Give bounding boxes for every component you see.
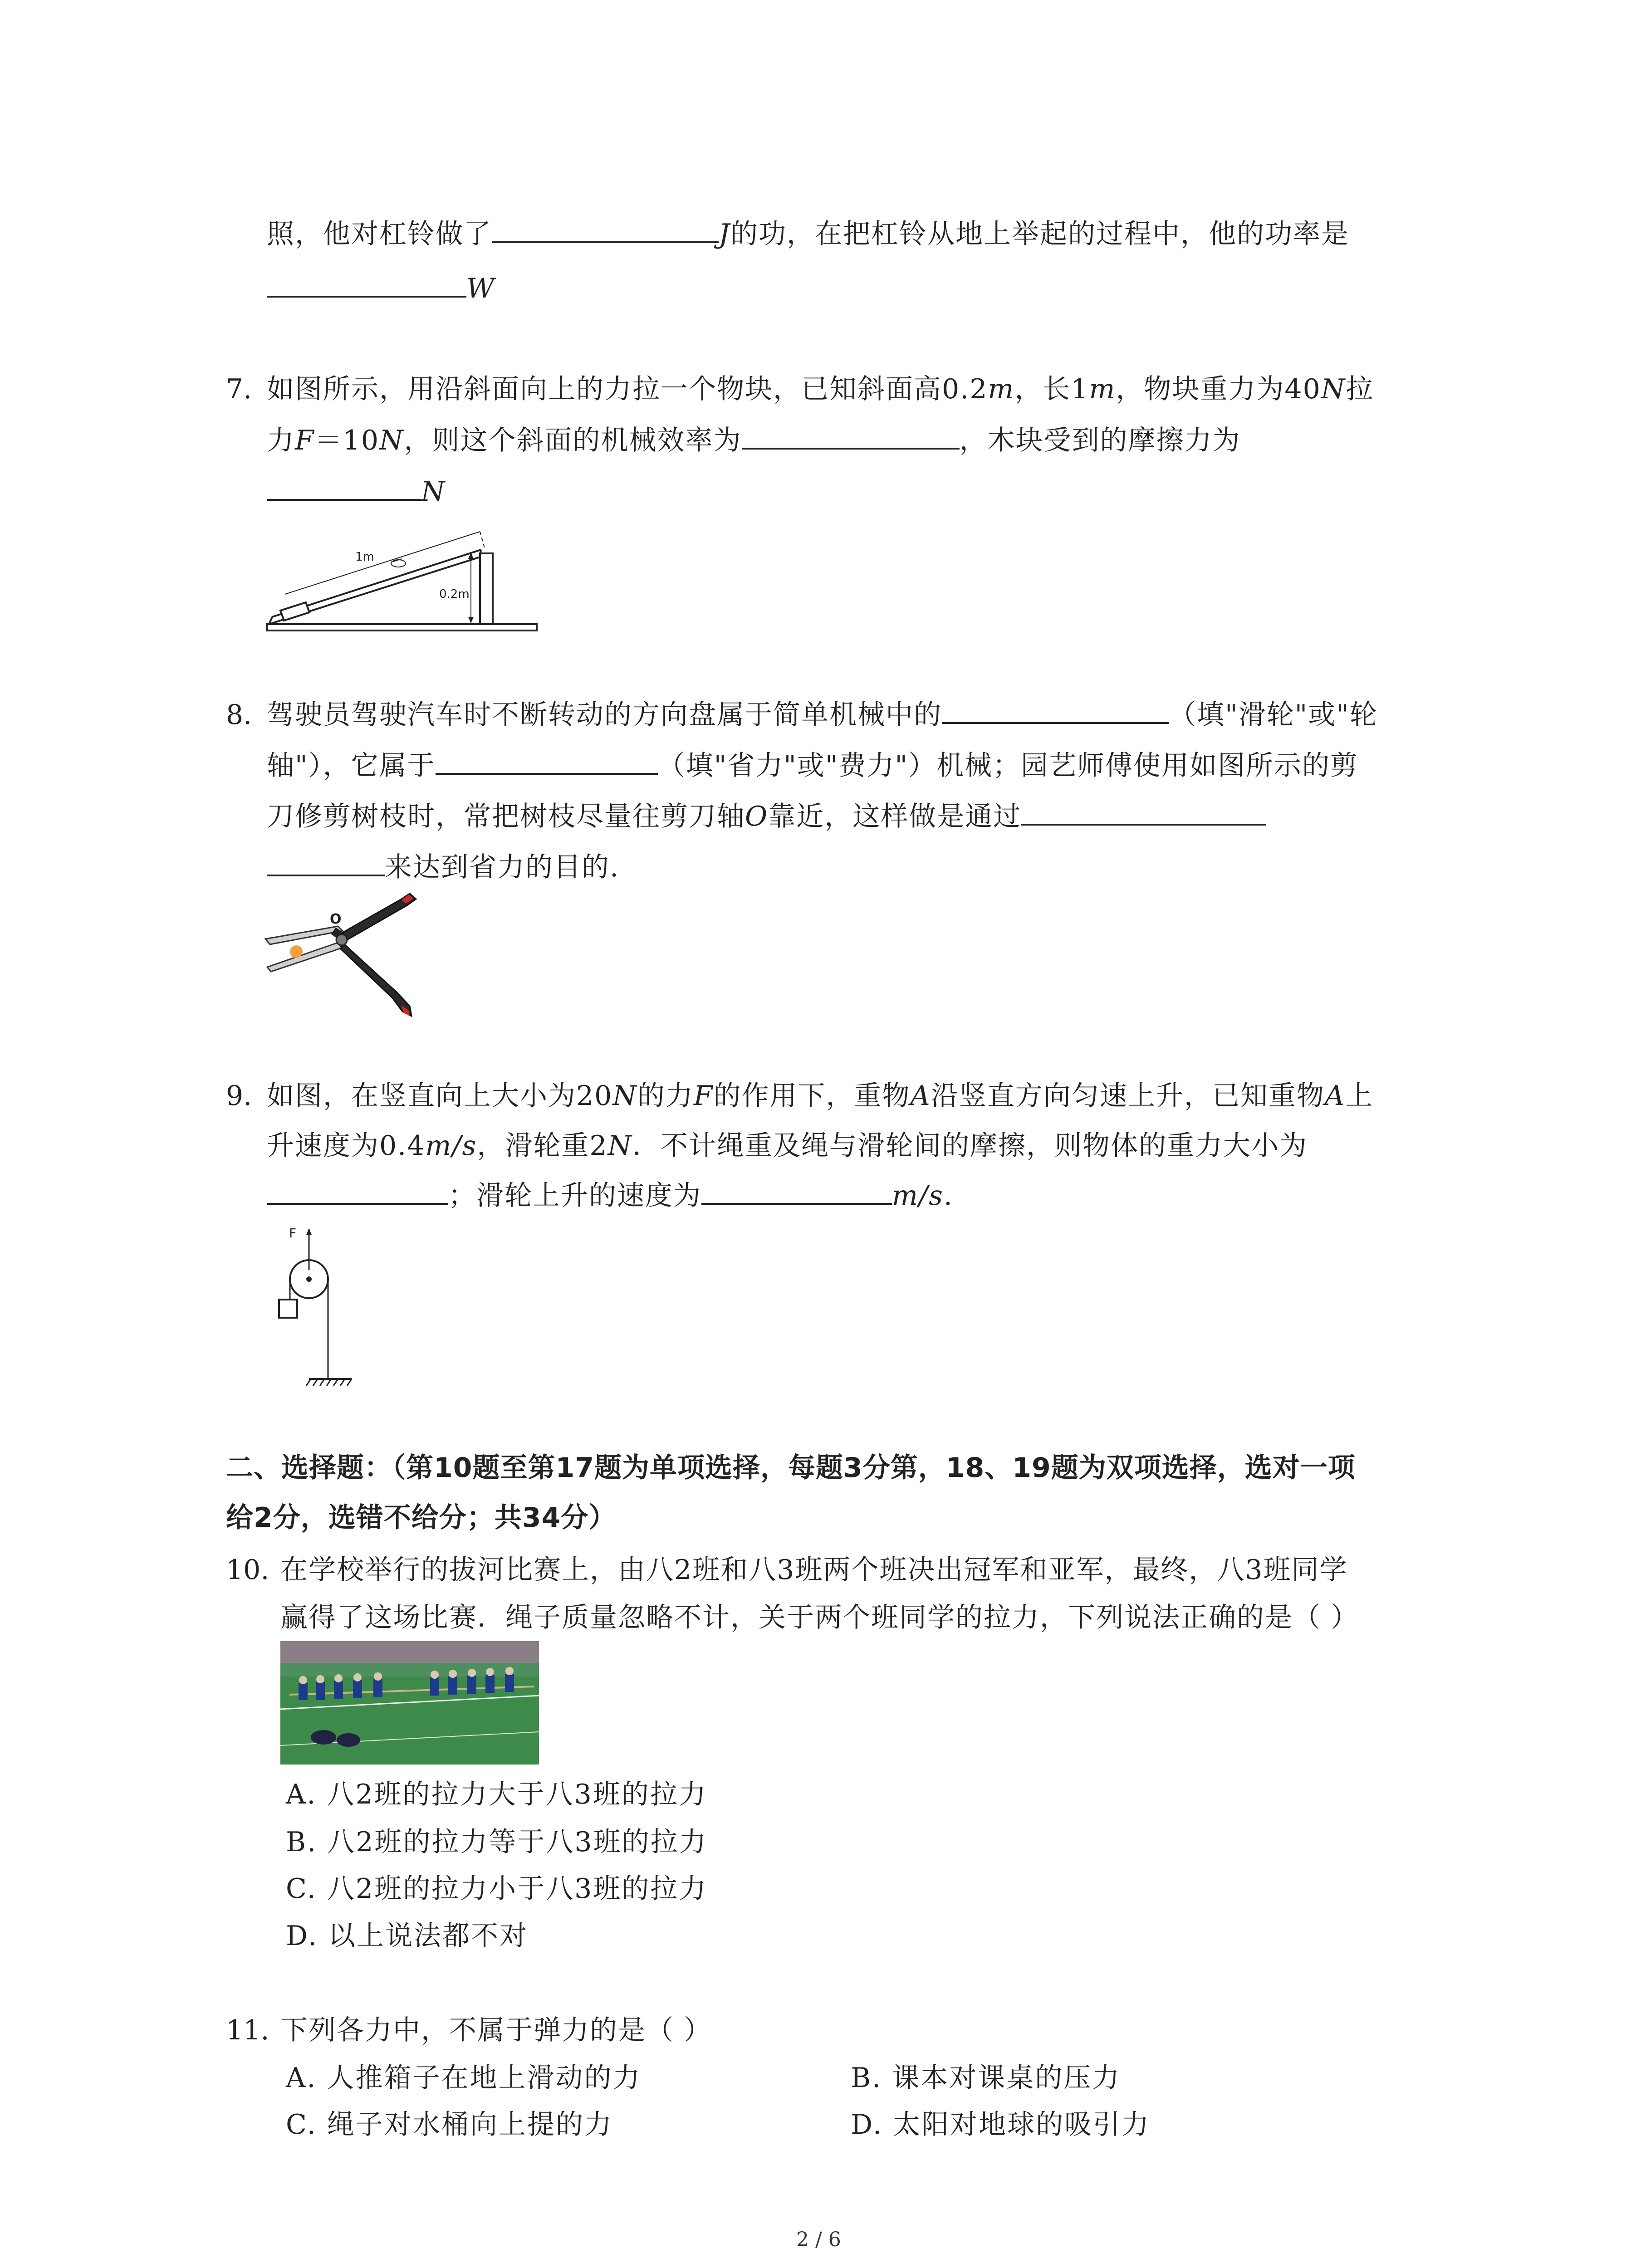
q9-line-3 [267,1179,953,1212]
q8-blank-type[interactable] [436,749,658,775]
q11-option-c[interactable]: C. 绳子对水桶向上提的力 [286,2109,613,2141]
q7-number: 7. [226,373,252,405]
q9-unit-n2: N [607,1130,633,1162]
q9-text-6: 升速度为 [267,1130,379,1162]
q8-number: 8. [226,699,252,731]
q8-text-2: （填"滑轮"或"轮 [1169,699,1378,731]
q7-height: 0.2 [942,373,988,405]
q7-blank-friction[interactable] [267,475,421,501]
q11-option-d[interactable]: D. 太阳对地球的吸引力 [851,2109,1151,2141]
q9-speed: 0.4 [379,1130,426,1162]
incline-length-label: 1m [355,550,374,564]
q8-text-5: 刀修剪树枝时，常把树枝尽量往剪刀轴 [267,801,745,832]
q8-line-3 [267,800,1266,833]
incline-figure [267,522,539,635]
q7-line-2 [267,424,1241,457]
q11-line-1: 下列各力中，不属于弹力的是（ ） [280,2014,712,2046]
q6-text-1: 照，他对杠铃做了 [267,218,492,250]
q9-unit-n1: N [612,1080,637,1112]
q7-line-3 [267,475,446,508]
section-2-heading-line-2: 给2分，选错不给分；共34分） [226,1502,617,1534]
q6-unit-w: W [466,273,495,304]
q9-number: 9. [226,1080,252,1112]
q9-symbol-a2: A [1324,1080,1346,1112]
q8-blank-method-2[interactable] [267,851,385,876]
q6-text-2: 的功，在把杠铃从地上举起的过程中，他的功率是 [730,218,1350,250]
q8-text-3: 轴"），它属于 [267,750,436,782]
q8-blank-machine[interactable] [942,699,1169,724]
q8-line-2 [267,749,1358,782]
q6-blank-power[interactable] [267,272,466,298]
q7-unit-m1: m [988,373,1015,405]
q8-text-4: （填"省力"或"费力"）机械；园艺师傅使用如图所示的剪 [657,750,1358,782]
q6-line-2 [267,272,495,305]
q11-option-a[interactable]: A. 人推箱子在地上滑动的力 [286,2062,642,2094]
q8-text-7: 来达到省力的目的. [385,851,620,883]
q7-weight: 40 [1284,373,1321,405]
q9-symbol-a1: A [910,1080,931,1112]
q11-number: 11. [226,2014,269,2046]
shears-figure [265,889,456,1025]
q8-text-6: 靠近，这样做是通过 [768,801,1022,832]
q7-unit-n2: N [379,425,404,456]
q6-unit-j: J [719,218,731,250]
q9-blank-gravity[interactable] [267,1179,448,1205]
q9-unit-ms-2: m/s [892,1180,944,1212]
q8-text-1: 驾驶员驾驶汽车时不断转动的方向盘属于简单机械中的 [267,699,942,731]
q9-line-1 [267,1080,1373,1112]
q6-blank-work[interactable] [492,218,719,243]
q9-text-10: . [943,1180,953,1212]
q9-force: 20 [576,1080,613,1112]
q7-symbol-f: F [295,425,315,456]
q7-text-2: ，长 [1014,373,1071,405]
q9-symbol-f: F [693,1080,714,1112]
q9-pulley-weight: 2 [589,1130,608,1162]
q9-text-5: 上 [1345,1080,1374,1112]
q10-line-2: 赢得了这场比赛．绳子质量忽略不计，关于两个班同学的拉力，下列说法正确的是（ ） [280,1602,1359,1633]
q7-unit-m2: m [1089,373,1116,405]
section-2-heading-line-1: 二、选择题：（第10题至第17题为单项选择，每题3分第，18、19题为双项选择，选对一项 [226,1452,1356,1484]
q7-force: ＝10 [314,425,379,456]
q8-line-1 [267,699,1378,731]
q7-blank-efficiency[interactable] [742,424,960,450]
q10-option-c[interactable]: C. 八2班的拉力小于八3班的拉力 [286,1873,708,1905]
q7-text-4: 拉 [1346,373,1374,405]
q7-text-7: ，木块受到的摩擦力为 [959,425,1241,456]
pulley-figure [265,1220,365,1393]
q10-line-1: 在学校举行的拔河比赛上，由八2班和八3班两个班决出冠军和亚军，最终，八3班同学 [280,1554,1348,1586]
q9-text-8: ．不计绳重及绳与滑轮间的摩擦，则物体的重力大小为 [632,1130,1308,1162]
tug-of-war-photo [280,1641,539,1765]
q11-option-b[interactable]: B. 课本对课桌的压力 [851,2062,1121,2094]
q10-number: 10. [226,1554,269,1586]
shears-pivot-label: O [330,911,342,927]
q9-line-2 [267,1129,1308,1162]
q7-text-6: ，则这个斜面的机械效率为 [404,425,742,456]
q9-text-3: 的作用下，重物 [713,1080,911,1112]
q7-text-5: 力 [267,425,295,456]
q8-symbol-o: O [745,801,769,832]
q7-unit-n3: N [421,476,446,508]
q9-text-4: 沿竖直方向匀速上升，已知重物 [931,1080,1325,1112]
pulley-force-label: F [289,1226,297,1241]
q6-line-1 [267,218,1349,250]
q9-text-9: ；滑轮上升的速度为 [448,1180,701,1212]
q10-option-a[interactable]: A. 八2班的拉力大于八3班的拉力 [286,1779,707,1810]
q7-text-3: ，物块重力为 [1116,373,1285,405]
q10-option-b[interactable]: B. 八2班的拉力等于八3班的拉力 [286,1826,708,1858]
q9-blank-speed[interactable] [701,1179,892,1205]
q10-option-d[interactable]: D. 以上说法都不对 [286,1920,529,1952]
q7-length: 1 [1071,373,1089,405]
q9-text-7: ，滑轮重 [477,1130,590,1162]
page-number: 2 / 6 [796,2228,841,2251]
q7-unit-n1: N [1321,373,1346,405]
q7-text-1: 如图所示，用沿斜面向上的力拉一个物块，已知斜面高 [267,373,942,405]
q9-text-2: 的力 [637,1080,694,1112]
q9-text-1: 如图，在竖直向上大小为 [267,1080,576,1112]
q8-line-4 [267,851,619,884]
incline-height-label: 0.2m [439,587,470,601]
q7-line-1 [267,373,1374,406]
q9-unit-ms: m/s [425,1130,477,1162]
q8-blank-method-1[interactable] [1021,800,1266,826]
